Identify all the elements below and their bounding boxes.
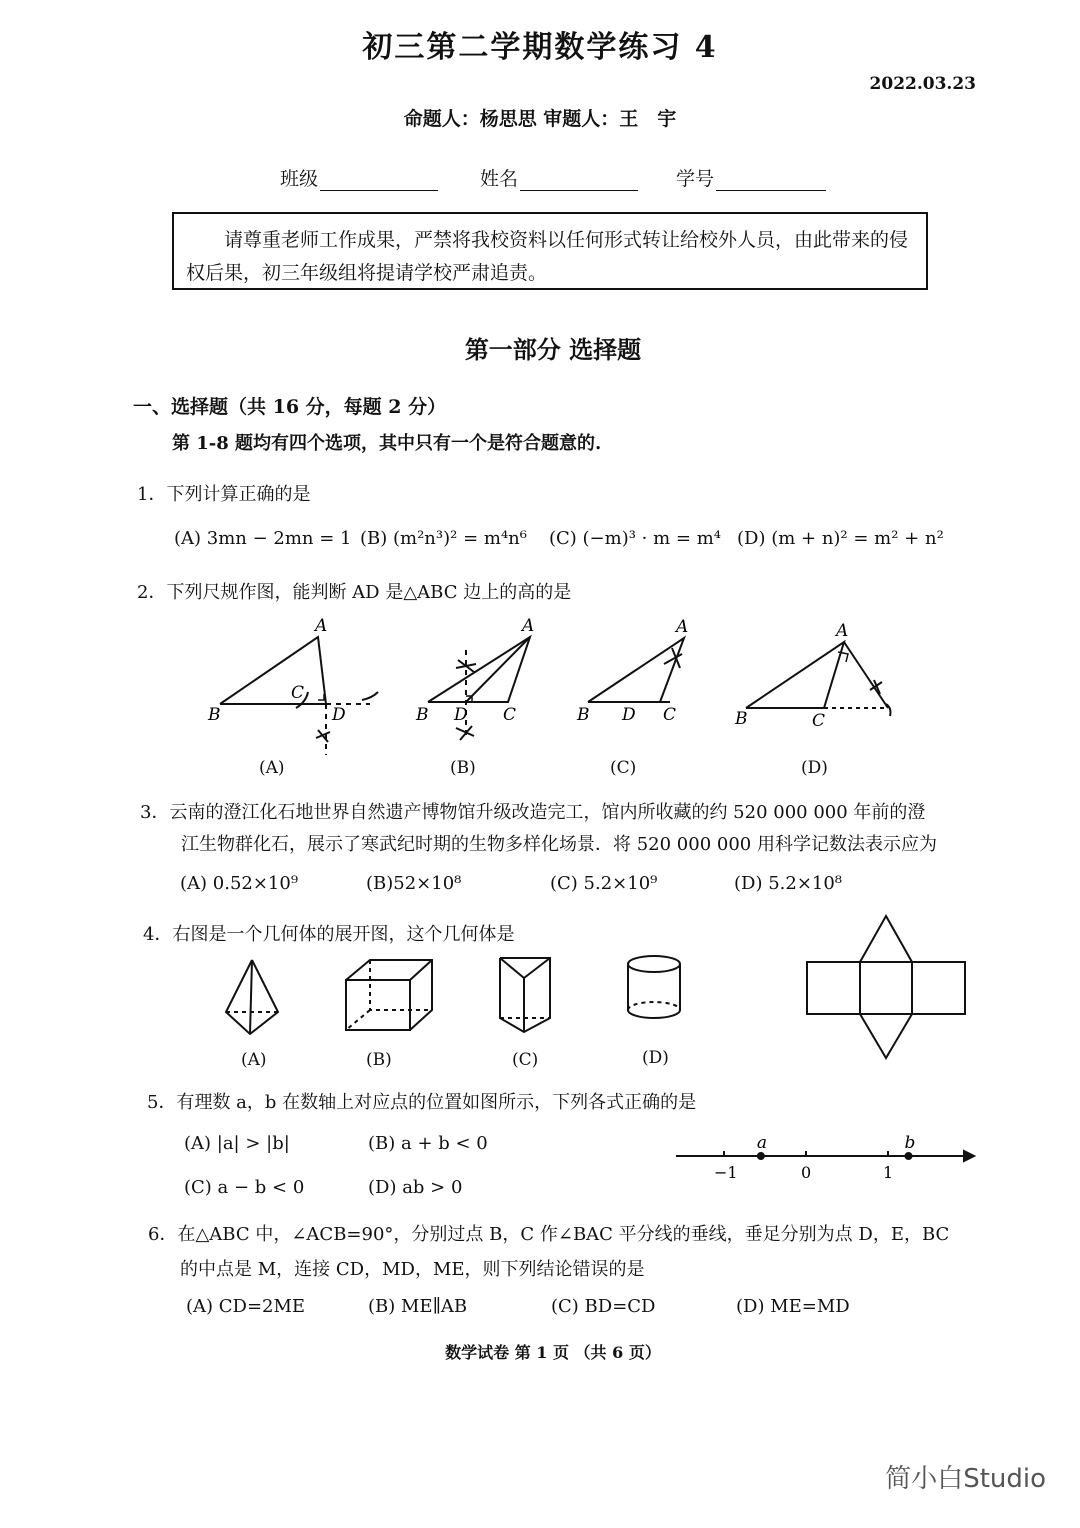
part-title: 第一部分 选择题 xyxy=(464,335,642,364)
q6-stem-line1: 6．在△ABC 中，∠ACB=90°，分别过点 B，C 作∠BAC 平分线的垂线，垂足分别为点 D，E，BC xyxy=(148,1224,950,1245)
q2-stem: 2．下列尺规作图，能判断 AD 是△ABC 边上的高的是 xyxy=(137,582,572,603)
q5-option-a[interactable]: (A) |a| > |b| xyxy=(184,1133,290,1154)
q5-axis-tick-label: 1 xyxy=(883,1163,894,1182)
q2d-label-b: B xyxy=(735,709,748,729)
q5-option-d[interactable]: (D) ab > 0 xyxy=(368,1177,463,1198)
q2c-label-d: D xyxy=(622,705,636,725)
q2a-label-b: B xyxy=(208,705,221,725)
q5-point-b xyxy=(906,1153,912,1159)
q5-axis-tick-label: 0 xyxy=(801,1163,812,1182)
q4-caption-c: (C) xyxy=(512,1050,539,1070)
page-footer: 数学试卷 第 1 页 （共 6 页） xyxy=(445,1343,661,1362)
q2-caption-b: (B) xyxy=(450,758,476,778)
q2b-label-d: D xyxy=(454,705,468,725)
q3-option-c[interactable]: (C) 5.2×10⁹ xyxy=(550,873,658,894)
q6-option-c[interactable]: (C) BD=CD xyxy=(551,1296,656,1317)
question-setters: 命题人：杨思思 审题人：王 宇 xyxy=(403,108,677,130)
q1-stem: 1．下列计算正确的是 xyxy=(137,484,311,505)
q3-stem-line1: 3．云南的澄江化石地世界自然遗产博物馆升级改造完工，馆内所收藏的约 520 000 000 年前的澄 xyxy=(140,802,926,823)
q6-option-a[interactable]: (A) CD=2ME xyxy=(186,1296,306,1317)
q2c-label-b: B xyxy=(577,705,590,725)
q3-option-d[interactable]: (D) 5.2×10⁸ xyxy=(734,873,843,894)
q5-stem: 5．有理数 a，b 在数轴上对应点的位置如图所示，下列各式正确的是 xyxy=(147,1092,697,1113)
q1-option-a[interactable]: (A) 3mn − 2mn = 1 xyxy=(174,528,352,549)
q4-caption-b: (B) xyxy=(366,1050,392,1070)
section-heading: 一、选择题（共 16 分，每题 2 分） xyxy=(133,396,447,418)
student-id-label: 学号 xyxy=(676,168,715,190)
q2-caption-a: (A) xyxy=(259,758,285,778)
watermark: 简小白Studio xyxy=(885,1464,1046,1494)
q1-option-d[interactable]: (D) (m + n)² = m² + n² xyxy=(737,528,944,549)
q2b-label-c: C xyxy=(503,705,517,725)
q4-caption-a: (A) xyxy=(241,1050,267,1070)
q2c-label-c: C xyxy=(663,705,677,725)
q6-option-d[interactable]: (D) ME=MD xyxy=(736,1296,850,1317)
q3-stem-line2: 江生物群化石，展示了寒武纪时期的生物多样化场景．将 520 000 000 用科学记数法表示应为 xyxy=(181,834,937,855)
q6-stem-line2: 的中点是 M，连接 CD，MD，ME，则下列结论错误的是 xyxy=(180,1259,645,1280)
section-note: 第 1-8 题均有四个选项，其中只有一个是符合题意的. xyxy=(172,433,602,454)
q1-option-c[interactable]: (C) (−m)³ · m = m⁴ xyxy=(549,528,721,549)
notice-text: 请尊重老师工作成果，严禁将我校资料以任何形式转让给校外人员，由此带来的侵权后果，初三年级组将提请学校严肃追责。 xyxy=(186,229,909,284)
q2b-label-b: B xyxy=(416,705,429,725)
class-label: 班级 xyxy=(280,168,319,190)
q5-point-label-a: a xyxy=(756,1133,768,1153)
q2a-label-a: A xyxy=(315,616,328,636)
q5-option-b[interactable]: (B) a + b < 0 xyxy=(368,1133,488,1154)
q3-option-b[interactable]: (B)52×10⁸ xyxy=(366,873,462,894)
q2a-label-d: D xyxy=(332,705,346,725)
q3-option-a[interactable]: (A) 0.52×10⁹ xyxy=(180,873,299,894)
q6-option-b[interactable]: (B) ME∥AB xyxy=(368,1296,468,1317)
q2-caption-c: (C) xyxy=(610,758,637,778)
q1-option-b[interactable]: (B) (m²n³)² = m⁴n⁶ xyxy=(360,528,527,549)
q5-point-label-b: b xyxy=(904,1133,916,1153)
q4-stem: 4．右图是一个几何体的展开图，这个几何体是 xyxy=(143,924,515,945)
q4-caption-d: (D) xyxy=(642,1048,669,1068)
q2a-label-c: C xyxy=(291,683,305,703)
q2d-label-a: A xyxy=(836,621,849,641)
q2b-label-a: A xyxy=(522,616,535,636)
q5-point-a xyxy=(758,1153,764,1159)
name-label: 姓名 xyxy=(480,168,519,190)
q5-option-c[interactable]: (C) a − b < 0 xyxy=(184,1177,305,1198)
q2c-label-a: A xyxy=(676,617,689,637)
q5-axis-tick-label: −1 xyxy=(714,1163,738,1182)
exam-date: 2022.03.23 xyxy=(869,74,976,94)
q2d-label-c: C xyxy=(812,711,826,731)
q2-caption-d: (D) xyxy=(801,758,828,778)
page-title: 初三第二学期数学练习 4 xyxy=(362,30,718,65)
